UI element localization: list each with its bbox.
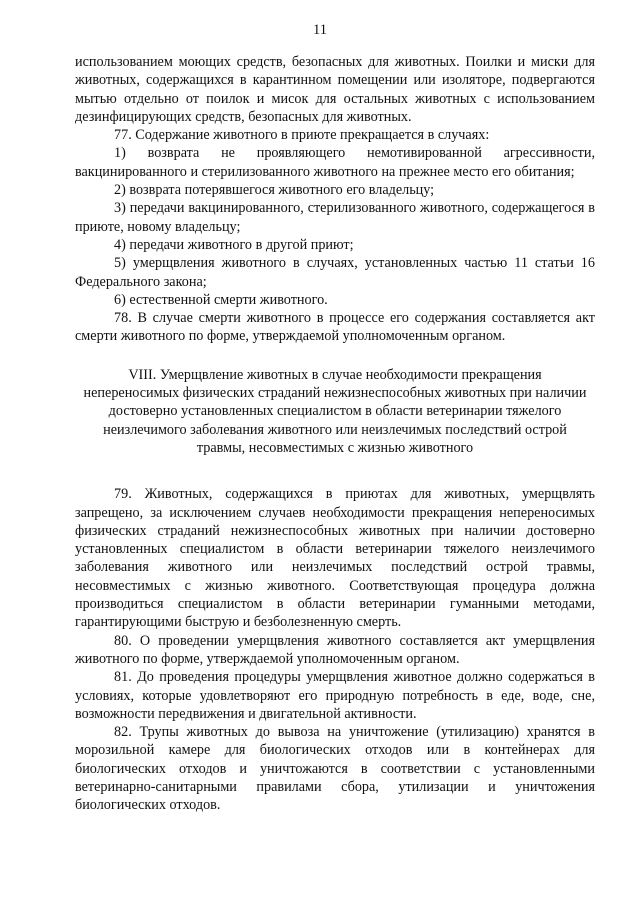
list-item-3: 3) передачи вакцинированного, стерилизованного животного, содержащегося в приюте, новому владельцу; (75, 200, 595, 235)
list-item-1: 1) возврата не проявляющего немотивированной агрессивности, вакцинированного и стерилизованного животного на прежнее место его обитания; (75, 145, 595, 180)
list-item-2: 2) возврата потерявшегося животного его владельцу; (114, 182, 435, 199)
paragraph-continuation: использованием моющих средств, безопасных для животных. Поилки и миски для животных, содержащихся в карантинном помещении или изоляторе, подвергаются мытью отдельно от поилок и мисок для остальных животных с использованием дезинфицирующих средств, безопасных для животных. (75, 54, 595, 125)
document-body (75, 53, 595, 815)
paragraph-82: 82. Трупы животных до вывоза на уничтожение (утилизацию) хранятся в морозильной камере для биологических отходов или в контейнерах для биологических отходов и уничтожаются в соответствии с установленными ветеринарно-санитарными правилами сбора, утилизации и уничтожения биологических отходов. (75, 724, 595, 814)
paragraph-81: 81. До проведения процедуры умерщвления животное должно содержаться в условиях, которые удовлетворяют его природную потребность в еде, воде, сне, возможности передвижения и двигательной активности. (75, 669, 595, 722)
paragraph-78: 78. В случае смерти животного в процессе его содержания составляется акт смерти животного по форме, утверждаемой уполномоченным органом. (75, 310, 595, 345)
list-item-4: 4) передачи животного в другой приют; (114, 236, 354, 253)
list-item-6: 6) естественной смерти животного. (114, 291, 328, 308)
paragraph-79: 79. Животных, содержащихся в приютах для животных, умерщвлять запрещено, за исключением случаев необходимости прекращения непереносимых физических страданий нежизнеспособных животных при наличии достоверно установленных специалистом в области ветеринарии тяжелого неизлечимого заболевания животного или неизлечимых последствий острой травмы, несовместимых с жизнью животного. Соответствующая процедура должна производиться специалистом в области ветеринарии гуманными методами, гарантирующими быструю и безболезненную смерть. (75, 486, 595, 631)
list-item-5: 5) умерщвления животного в случаях, установленных частью 11 статьи 16 Федерального закона; (75, 255, 595, 290)
paragraph-80: 80. О проведении умерщвления животного составляется акт умерщвления животного по форме, утверждаемой уполномоченным органом. (75, 632, 595, 667)
page-number: 11 (313, 22, 327, 38)
paragraph-77: 77. Содержание животного в приюте прекращается в случаях: (114, 127, 490, 144)
section-heading: VIII. Умерщвление животных в случае необходимости прекращения непереносимых физических страданий нежизнеспособных животных при наличии достоверно установленных специалистом в области ветеринарии тяжелого неизлечимого заболевания животного или неизлечимых последствий острой травмы, несовместимых с жизнью животного (83, 366, 587, 456)
